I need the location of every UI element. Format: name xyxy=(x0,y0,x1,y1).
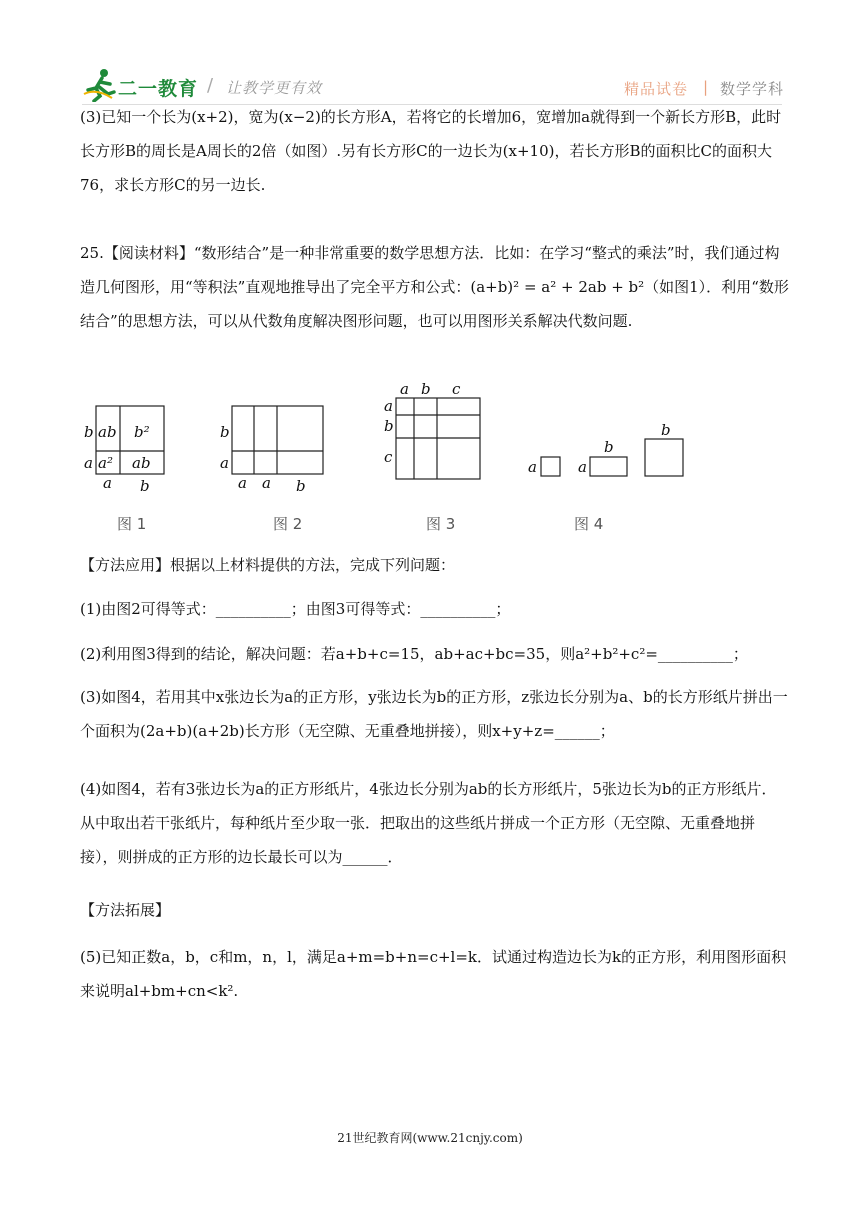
figure-3-caption: 图 3 xyxy=(426,515,456,533)
fig2-label: a xyxy=(220,454,229,472)
fig4-label: a xyxy=(528,458,537,476)
sub-question-3: (3)如图4，若用其中x张边长为a的正方形，y张边长为b的正方形，z张边长分别为a、b的长方形纸片拼出一个面积为(2a+b)(a+2b)长方形（无空隙、无重叠地拼接），则x+y+z=______； xyxy=(80,688,788,740)
fig3-label: b xyxy=(384,417,394,435)
fig4-label: b xyxy=(604,438,614,456)
fig1-label: b² xyxy=(134,423,150,441)
page-header xyxy=(0,0,860,105)
sub-question-5: (5)已知正数a，b，c和m，n，l，满足a+m=b+n=c+l=k．试通过构造边长为k的正方形，利用图形面积来说明al+bm+cn<k². xyxy=(80,948,787,1000)
fig3-label: c xyxy=(384,448,393,466)
figure-1 xyxy=(84,406,164,495)
figure-4-caption: 图 4 xyxy=(574,515,604,533)
fig3-label: a xyxy=(384,397,393,415)
fig2-label: b xyxy=(296,477,306,495)
fig1-label: a xyxy=(103,474,112,492)
sub-question-1: (1)由图2可得等式：__________；由图3可得等式：__________； xyxy=(80,600,511,618)
page-footer: 21世纪教育网(www.21cnjy.com) xyxy=(337,1131,523,1145)
fig1-label: ab xyxy=(98,423,117,441)
method-application-heading: 【方法应用】根据以上材料提供的方法，完成下列问题： xyxy=(80,556,456,574)
figure-1-caption: 图 1 xyxy=(117,515,147,533)
header-label-premium: 精品试卷 xyxy=(624,80,689,98)
runner-logo-icon xyxy=(82,68,122,102)
fig1-label: a xyxy=(84,454,93,472)
header-separator: | xyxy=(703,78,710,96)
figure-2-caption: 图 2 xyxy=(273,515,303,533)
figure-3 xyxy=(384,380,480,479)
fig2-label: a xyxy=(262,474,271,492)
sub-question-2: (2)利用图3得到的结论，解决问题：若a+b+c=15，ab+ac+bc=35，则a²+b²+c²=__________； xyxy=(80,645,748,663)
fig4-label: b xyxy=(661,421,671,439)
fig1-label: ab xyxy=(132,454,151,472)
fig2-label: a xyxy=(238,474,247,492)
fig3-label: c xyxy=(452,380,461,398)
question-3-continued: (3)已知一个长为(x+2)，宽为(x−2)的长方形A，若将它的长增加6，宽增加a就得到一个新长方形B，此时长方形B的周长是A周长的2倍（如图）.另有长方形C的一边长为(x+10)，若长方形B的面积比C的面积大76，求长方形C的另一边长. xyxy=(80,108,782,194)
figure-2 xyxy=(220,406,323,495)
method-extension-heading: 【方法拓展】 xyxy=(80,901,171,919)
fig2-label: b xyxy=(220,423,230,441)
fig3-label: b xyxy=(421,380,431,398)
header-label-subject: 数学学科 xyxy=(720,80,785,98)
fig1-label: a² xyxy=(98,454,113,472)
sub-question-4: (4)如图4，若有3张边长为a的正方形纸片，4张边长分别为ab的长方形纸片，5张边长为b的正方形纸片．从中取出若干张纸片，每种纸片至少取一张．把取出的这些纸片拼成一个正方形（无空隙、无重叠地拼接），则拼成的正方形的边长最长可以为______． xyxy=(80,780,777,866)
fig4-label: a xyxy=(578,458,587,476)
fig3-label: a xyxy=(400,380,409,398)
brand-name: 二一教育 xyxy=(118,78,199,100)
question-25-intro: 25.【阅读材料】“数形结合”是一种非常重要的数学思想方法．比如：在学习“整式的乘法”时，我们通过构造几何图形，用“等积法”直观地推导出了完全平方和公式：(a+b)² = a² + 2ab + b²（如图1）．利用“数形结合”的思想方法，可以从代数角度解决图形问题，也可以用图形关系解决代数问题. xyxy=(80,244,789,330)
fig1-label: b xyxy=(84,423,94,441)
header-slogan: 让教学更有效 xyxy=(226,79,323,97)
figures-row xyxy=(0,375,860,535)
fig1-label: b xyxy=(140,477,150,495)
figure-4 xyxy=(528,421,683,476)
header-slash: / xyxy=(207,75,214,96)
